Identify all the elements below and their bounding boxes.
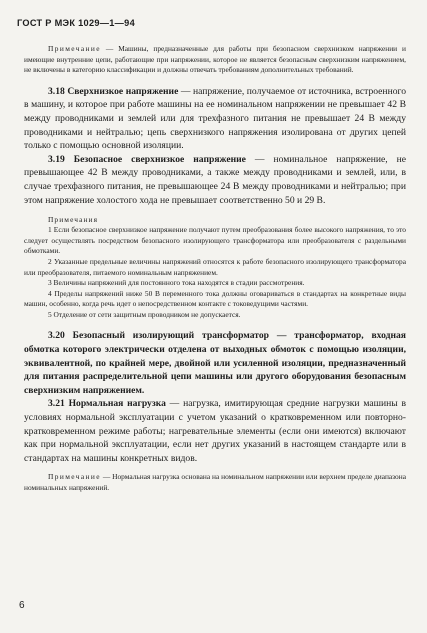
clause-3-21	[24, 397, 406, 465]
note-bottom-text: — Нормальная нагрузка основана на номинальном напряжении или верхнем пределе диапазона номинальных напряжений.	[24, 472, 406, 492]
clause-3-21-text: — нагрузка, имитирующая средние нагрузки машины в условиях нормальной эксплуатации с учетом указаний о кратковременном или повторно-кратковременном режиме работы; нагревательные элементы (если они имеются) включают как при нормальной эксплуатации, если нет других указаний в настоящем стандарте или в стандартах на машины конкретных видов.	[24, 398, 407, 464]
clause-3-19-text: — номинальное напряжение, не превышающее 42 В между проводниками, а также между проводниками и землей, или, в случае трехфазного питания, не превышающее 24 В между проводниками и нейтралью; при этом напряжение холостого хода не превышает соответственно 50 и 29 В.	[24, 153, 406, 206]
clause-3-20-term: Безопасный изолирующий трансформатор	[72, 330, 270, 342]
notes-title: Примечания	[48, 215, 99, 225]
clause-3-19-term: Безопасное сверхнизкое напряжение	[73, 153, 246, 165]
document-header: ГОСТ Р МЭК 1029—1—94	[17, 18, 135, 28]
note-top	[24, 44, 406, 76]
note-item-2: 2 Указанные предельные величины напряжений относятся к работе безопасного изолирующего трансформатора или преобразователя, питаемого номинальным напряжением.	[24, 256, 406, 277]
clause-3-18	[24, 85, 406, 153]
note-item-4: 4 Пределы напряжений ниже 50 В переменного тока должны оговариваться в стандартах на конкретные виды машин, особенно, когда речь идет о непосредственном контакте с токоведущими частями.	[24, 288, 406, 309]
page-content	[24, 44, 406, 494]
clause-3-21-num: 3.21	[48, 398, 65, 410]
clause-3-20-num: 3.20	[48, 330, 65, 342]
clause-3-18-num: 3.18	[48, 85, 65, 97]
note-top-label: Примечание	[48, 44, 101, 53]
note-bottom	[24, 472, 406, 493]
clause-3-18-term: Сверхнизкое напряжение	[67, 85, 179, 97]
note-top-text: — Машины, предназначенные для работы при безопасном сверхнизком напряжении и имеющие внутренние цепи, работающие при напряжении, которое не является безопасным сверхнизким напряжением, не включены в категорию классификации и должны отвечать требованиям дополнительных требований.	[24, 44, 406, 75]
clause-3-18-text: — напряжение, получаемое от источника, встроенного в машину, и которое при работе машины на ее номинальном напряжении не превышает 42 В между проводниками и землей или для трехфазного питания не превышает 24 В между проводниками и нейтралью; цепь сверхнизкого напряжения изолирована от других цепей только с помощью основной изоляции.	[24, 85, 406, 152]
clause-3-20-text: — трансформатор, входная обмотка которого электрически отделена от выходных обмоток с помощью изоляции, эквивалентной, по крайней мере, двойной или усиленной изоляции, предназначенный для питания распределительной цепи машины или другого оборудования безопасным сверхнизким напряжением.	[24, 330, 406, 396]
note-item-3: 3 Величины напряжений для постоянного тока находятся в стадии рассмотрения.	[48, 278, 305, 288]
note-bottom-label: Примечание	[48, 472, 101, 482]
note-item-5: 5 Отделение от сети защитным проводником не допускается.	[48, 309, 241, 319]
clause-3-19-num: 3.19	[48, 153, 65, 165]
page-number: 6	[19, 600, 25, 611]
clause-3-21-term: Нормальная нагрузка	[68, 398, 166, 410]
note-item-1: 1 Если безопасное сверхнизкое напряжение получают путем преобразования более высокого напряжения, то это следует осуществлять посредством безопасного изолирующего трансформатора или преобразователя с раздельными обмотками.	[24, 225, 406, 256]
clause-3-19	[24, 153, 406, 207]
clause-3-20	[24, 329, 406, 397]
